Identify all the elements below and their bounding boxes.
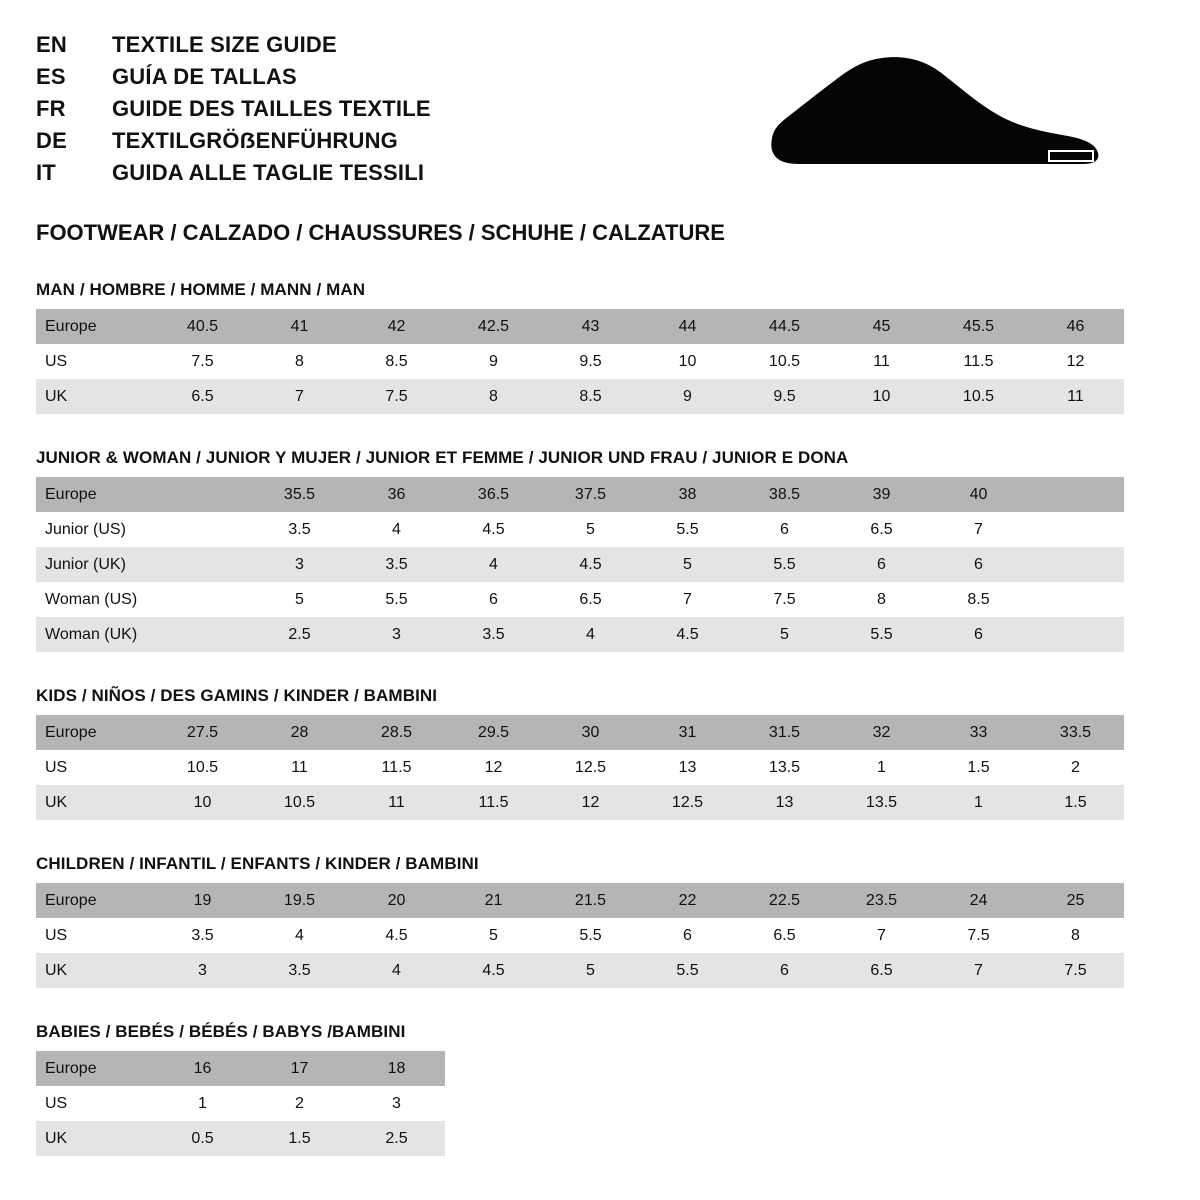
row-label: US	[36, 1086, 154, 1121]
language-title: TEXTILGRÖẞENFÜHRUNG	[112, 128, 398, 153]
cell	[1027, 512, 1124, 547]
row-label: Europe	[36, 883, 154, 918]
cell: 8	[1027, 918, 1124, 953]
page-header	[36, 32, 1164, 192]
cell: 25	[1027, 883, 1124, 918]
cell: 4	[445, 547, 542, 582]
cell: 6	[639, 918, 736, 953]
cell: 3.5	[251, 953, 348, 988]
cell: 6.5	[154, 379, 251, 414]
cell: 2	[251, 1086, 348, 1121]
cell: 16	[154, 1051, 251, 1086]
cell: 7	[251, 379, 348, 414]
size-group-children	[36, 854, 1164, 988]
cell: 8.5	[930, 582, 1027, 617]
cell: 7	[639, 582, 736, 617]
size-table-kids	[36, 715, 1124, 820]
language-code: DE	[36, 128, 67, 153]
cell: 4.5	[445, 512, 542, 547]
row-label: UK	[36, 785, 154, 820]
group-title: BABIES / BEBÉS / BÉBÉS / BABYS /BAMBINI	[36, 1022, 406, 1041]
cell: 4.5	[639, 617, 736, 652]
cell: 31.5	[736, 715, 833, 750]
row-label: US	[36, 344, 154, 379]
row-label: US	[36, 918, 154, 953]
language-code: ES	[36, 64, 66, 89]
cell: 30	[542, 715, 639, 750]
cell: 9.5	[542, 344, 639, 379]
cell: 6	[736, 512, 833, 547]
cell: 3.5	[154, 918, 251, 953]
cell: 6.5	[833, 953, 930, 988]
cell: 13	[639, 750, 736, 785]
language-title: GUIDA ALLE TAGLIE TESSILI	[112, 160, 425, 185]
size-table-babies	[36, 1051, 445, 1156]
table-row	[36, 1086, 445, 1121]
cell: 6.5	[833, 512, 930, 547]
cell: 9	[445, 344, 542, 379]
cell: 7	[930, 953, 1027, 988]
row-label: Woman (UK)	[36, 617, 154, 652]
table-row	[36, 309, 1124, 344]
cell: 12.5	[639, 785, 736, 820]
cell: 6	[930, 547, 1027, 582]
table-row	[36, 582, 1124, 617]
cell: 1	[154, 1086, 251, 1121]
table-row	[36, 953, 1124, 988]
shoe-illustration	[744, 32, 1164, 174]
group-title: KIDS / NIÑOS / DES GAMINS / KINDER / BAMBINI	[36, 686, 438, 705]
cell: 38	[639, 477, 736, 512]
cell: 3	[348, 1086, 445, 1121]
cell: 8	[833, 582, 930, 617]
cell: 5.5	[833, 617, 930, 652]
cell: 31	[639, 715, 736, 750]
group-title: JUNIOR & WOMAN / JUNIOR Y MUJER / JUNIOR ET FEMME / JUNIOR UND FRAU / JUNIOR E DONA	[36, 448, 849, 467]
cell: 22.5	[736, 883, 833, 918]
language-row	[36, 64, 431, 90]
cell	[1027, 477, 1124, 512]
cell: 1	[833, 750, 930, 785]
table-row	[36, 547, 1124, 582]
cell: 24	[930, 883, 1027, 918]
cell: 10	[154, 785, 251, 820]
cell: 41	[251, 309, 348, 344]
cell: 3	[154, 953, 251, 988]
language-row	[36, 32, 431, 58]
cell: 1.5	[930, 750, 1027, 785]
cell: 2.5	[251, 617, 348, 652]
row-label: Woman (US)	[36, 582, 154, 617]
cell: 5	[639, 547, 736, 582]
row-label: UK	[36, 379, 154, 414]
cell: 29.5	[445, 715, 542, 750]
cell: 7.5	[736, 582, 833, 617]
cell: 23.5	[833, 883, 930, 918]
table-row	[36, 344, 1124, 379]
cell: 11	[1027, 379, 1124, 414]
cell: 5	[736, 617, 833, 652]
table-row	[36, 617, 1124, 652]
size-table-junior-woman	[36, 477, 1124, 652]
cell: 5.5	[639, 953, 736, 988]
language-code: IT	[36, 160, 56, 185]
cell: 13.5	[736, 750, 833, 785]
cell: 3.5	[348, 547, 445, 582]
cell: 4	[348, 512, 445, 547]
cell: 38.5	[736, 477, 833, 512]
cell: 7.5	[348, 379, 445, 414]
cell: 4.5	[542, 547, 639, 582]
cell: 5.5	[736, 547, 833, 582]
row-label: Junior (US)	[36, 512, 154, 547]
dress-shoe-icon	[764, 54, 1104, 174]
row-label: US	[36, 750, 154, 785]
cell: 4	[542, 617, 639, 652]
cell: 22	[639, 883, 736, 918]
cell: 19	[154, 883, 251, 918]
cell: 13.5	[833, 785, 930, 820]
table-row	[36, 379, 1124, 414]
cell: 0.5	[154, 1121, 251, 1156]
cell: 42.5	[445, 309, 542, 344]
table-row	[36, 883, 1124, 918]
cell: 12	[1027, 344, 1124, 379]
cell	[154, 512, 251, 547]
table-row	[36, 785, 1124, 820]
cell: 10	[639, 344, 736, 379]
cell: 9	[639, 379, 736, 414]
cell: 3.5	[251, 512, 348, 547]
cell: 3	[348, 617, 445, 652]
cell: 1.5	[251, 1121, 348, 1156]
cell: 10.5	[251, 785, 348, 820]
cell	[154, 547, 251, 582]
language-row	[36, 96, 431, 122]
cell: 7	[833, 918, 930, 953]
cell: 4	[251, 918, 348, 953]
cell: 5	[251, 582, 348, 617]
table-row	[36, 750, 1124, 785]
cell: 12.5	[542, 750, 639, 785]
cell	[1027, 547, 1124, 582]
cell: 5	[542, 512, 639, 547]
size-group-junior-woman	[36, 448, 1164, 652]
cell: 11.5	[445, 785, 542, 820]
cell: 6	[445, 582, 542, 617]
cell: 11	[833, 344, 930, 379]
cell: 17	[251, 1051, 348, 1086]
row-label: Europe	[36, 1051, 154, 1086]
cell: 8	[251, 344, 348, 379]
cell: 45	[833, 309, 930, 344]
cell: 44	[639, 309, 736, 344]
cell: 7	[930, 512, 1027, 547]
cell: 18	[348, 1051, 445, 1086]
cell: 10.5	[930, 379, 1027, 414]
cell: 11.5	[348, 750, 445, 785]
cell: 44.5	[736, 309, 833, 344]
row-label: Europe	[36, 309, 154, 344]
cell: 45.5	[930, 309, 1027, 344]
cell: 21.5	[542, 883, 639, 918]
size-group-babies	[36, 1022, 1164, 1156]
cell: 2.5	[348, 1121, 445, 1156]
cell	[154, 617, 251, 652]
cell: 10.5	[736, 344, 833, 379]
cell: 42	[348, 309, 445, 344]
row-label: Europe	[36, 477, 154, 512]
cell: 19.5	[251, 883, 348, 918]
cell: 11	[251, 750, 348, 785]
group-title: CHILDREN / INFANTIL / ENFANTS / KINDER / BAMBINI	[36, 854, 479, 873]
row-label: Europe	[36, 715, 154, 750]
cell: 39	[833, 477, 930, 512]
cell: 6.5	[736, 918, 833, 953]
table-row	[36, 1121, 445, 1156]
language-row	[36, 160, 431, 186]
cell: 7.5	[154, 344, 251, 379]
cell: 11	[348, 785, 445, 820]
cell: 8.5	[348, 344, 445, 379]
cell: 46	[1027, 309, 1124, 344]
cell: 5	[542, 953, 639, 988]
language-title: GUIDE DES TAILLES TEXTILE	[112, 96, 431, 121]
language-row	[36, 128, 431, 154]
cell: 20	[348, 883, 445, 918]
cell: 33.5	[1027, 715, 1124, 750]
cell: 13	[736, 785, 833, 820]
cell: 2	[1027, 750, 1124, 785]
cell: 28	[251, 715, 348, 750]
size-group-kids	[36, 686, 1164, 820]
language-title-list	[36, 32, 431, 192]
cell: 6.5	[542, 582, 639, 617]
cell: 1.5	[1027, 785, 1124, 820]
cell: 40.5	[154, 309, 251, 344]
cell: 4.5	[348, 918, 445, 953]
row-label: Junior (UK)	[36, 547, 154, 582]
table-row	[36, 477, 1124, 512]
cell: 35.5	[251, 477, 348, 512]
cell: 11.5	[930, 344, 1027, 379]
row-label: UK	[36, 1121, 154, 1156]
size-table-children	[36, 883, 1124, 988]
cell: 3.5	[445, 617, 542, 652]
cell: 5.5	[348, 582, 445, 617]
cell: 4	[348, 953, 445, 988]
size-table-man	[36, 309, 1124, 414]
language-title: TEXTILE SIZE GUIDE	[112, 32, 337, 57]
table-row	[36, 1051, 445, 1086]
language-code: FR	[36, 96, 66, 121]
cell: 12	[445, 750, 542, 785]
cell: 5.5	[639, 512, 736, 547]
cell: 8.5	[542, 379, 639, 414]
table-row	[36, 918, 1124, 953]
cell: 7.5	[1027, 953, 1124, 988]
cell	[154, 582, 251, 617]
cell: 28.5	[348, 715, 445, 750]
cell: 9.5	[736, 379, 833, 414]
cell	[1027, 617, 1124, 652]
row-label: UK	[36, 953, 154, 988]
size-group-man	[36, 280, 1164, 414]
cell: 7.5	[930, 918, 1027, 953]
cell: 43	[542, 309, 639, 344]
cell: 4.5	[445, 953, 542, 988]
group-title: MAN / HOMBRE / HOMME / MANN / MAN	[36, 280, 366, 299]
cell: 40	[930, 477, 1027, 512]
category-title: FOOTWEAR / CALZADO / CHAUSSURES / SCHUHE / CALZATURE	[36, 220, 725, 245]
cell: 36	[348, 477, 445, 512]
cell: 5	[445, 918, 542, 953]
cell: 10.5	[154, 750, 251, 785]
cell	[1027, 582, 1124, 617]
language-code: EN	[36, 32, 67, 57]
cell: 6	[930, 617, 1027, 652]
table-row	[36, 715, 1124, 750]
cell: 6	[736, 953, 833, 988]
cell	[154, 477, 251, 512]
cell: 12	[542, 785, 639, 820]
language-title: GUÍA DE TALLAS	[112, 64, 297, 89]
table-row	[36, 512, 1124, 547]
cell: 1	[930, 785, 1027, 820]
cell: 6	[833, 547, 930, 582]
cell: 37.5	[542, 477, 639, 512]
cell: 32	[833, 715, 930, 750]
cell: 36.5	[445, 477, 542, 512]
cell: 10	[833, 379, 930, 414]
cell: 27.5	[154, 715, 251, 750]
cell: 33	[930, 715, 1027, 750]
cell: 5.5	[542, 918, 639, 953]
cell: 3	[251, 547, 348, 582]
cell: 8	[445, 379, 542, 414]
cell: 21	[445, 883, 542, 918]
